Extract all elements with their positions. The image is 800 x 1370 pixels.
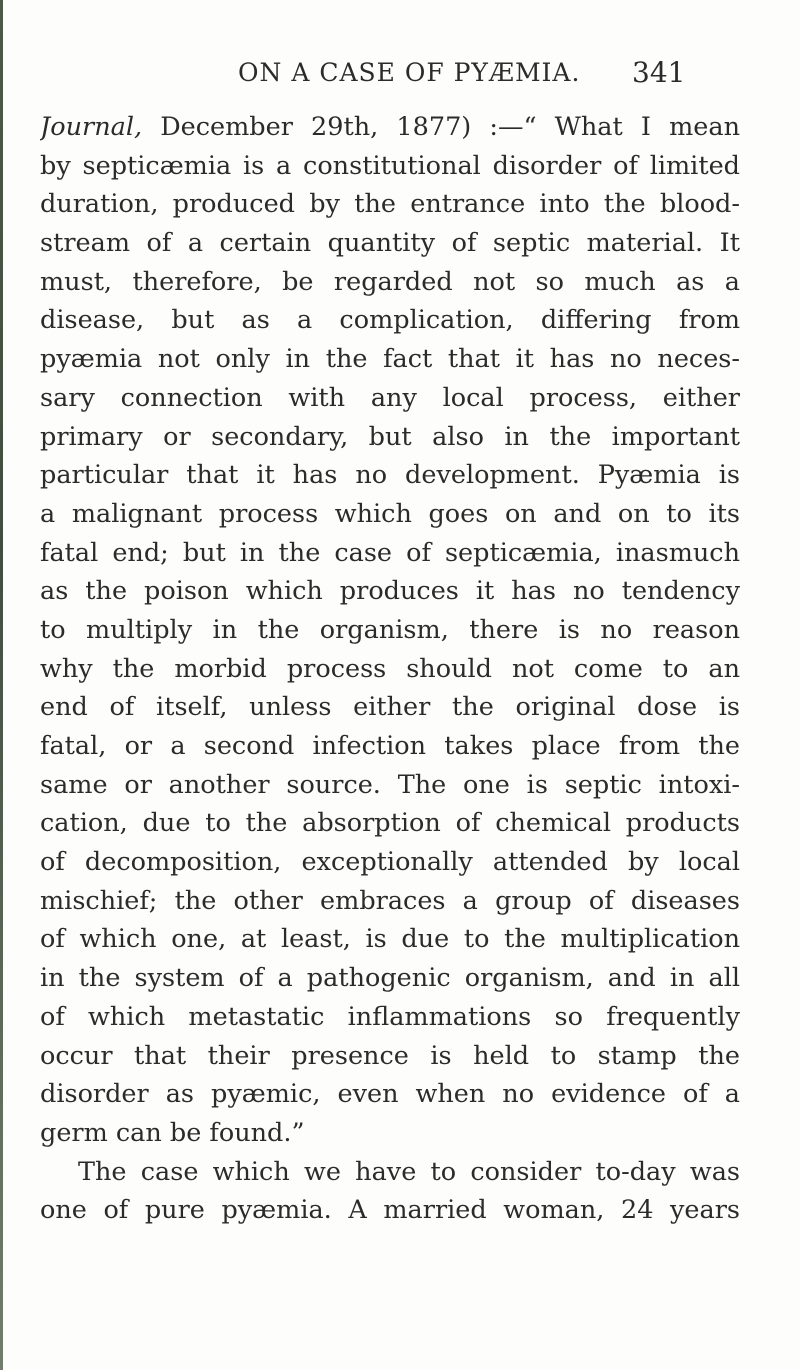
text-line: by septicæmia is a constitutional disorder of limited [40,150,740,181]
body-text [40,108,740,1230]
text-line: of decomposition, exceptionally attended by local [40,847,740,878]
text-line: one of pure pyæmia. A married woman, 24 years [40,1195,740,1226]
text-line: of which one, at least, is due to the multiplication [40,924,740,955]
text-line: mischief; the other embraces a group of diseases [40,885,740,916]
running-title: ON A CASE OF PYÆMIA. [238,58,581,87]
text-line: a malignant process which goes on and on to its [40,498,740,529]
text-line: germ can be found.” [40,1117,305,1148]
text-line: disease, but as a complication, differing from [40,305,740,336]
text-line: same or another source. The one is septic intoxi- [40,769,740,800]
text-line: in the system of a pathogenic organism, and in all [40,963,740,994]
text-line: primary or secondary, but also in the important [40,421,740,452]
text-line: duration, produced by the entrance into the blood- [40,189,740,220]
text-line: end of itself, unless either the original dose is [40,692,740,723]
text-line: sary connection with any local process, either [40,382,740,413]
text-line: particular that it has no development. Pyæmia is [40,460,740,491]
text-line: Journal, December 29th, 1877) :—“ What I mean [40,112,740,142]
text-line: stream of a certain quantity of septic material. It [40,228,740,259]
text-line: cation, due to the absorption of chemical products [40,808,740,839]
page-edge-binding [0,0,3,1370]
text-line: fatal end; but in the case of septicæmia, inasmuch [40,537,740,568]
page-number: 341 [632,56,686,89]
text-line: pyæmia not only in the fact that it has no neces- [40,344,740,375]
text-line: why the morbid process should not come to an [40,653,740,684]
paragraph-start-line: The case which we have to consider to-day was [78,1156,740,1187]
text-line: occur that their presence is held to stamp the [40,1040,740,1071]
text-line: fatal, or a second infection takes place from the [40,731,740,761]
text-line: of which metastatic inflammations so frequently [40,1001,740,1032]
text-line: to multiply in the organism, there is no reason [40,614,740,645]
running-header [238,56,718,96]
journal-citation-italic: Journal, [40,112,143,142]
text-line: disorder as pyæmic, even when no evidence of a [40,1079,740,1110]
text-line: must, therefore, be regarded not so much as a [40,266,740,297]
text-line: as the poison which produces it has no tendency [40,576,740,607]
